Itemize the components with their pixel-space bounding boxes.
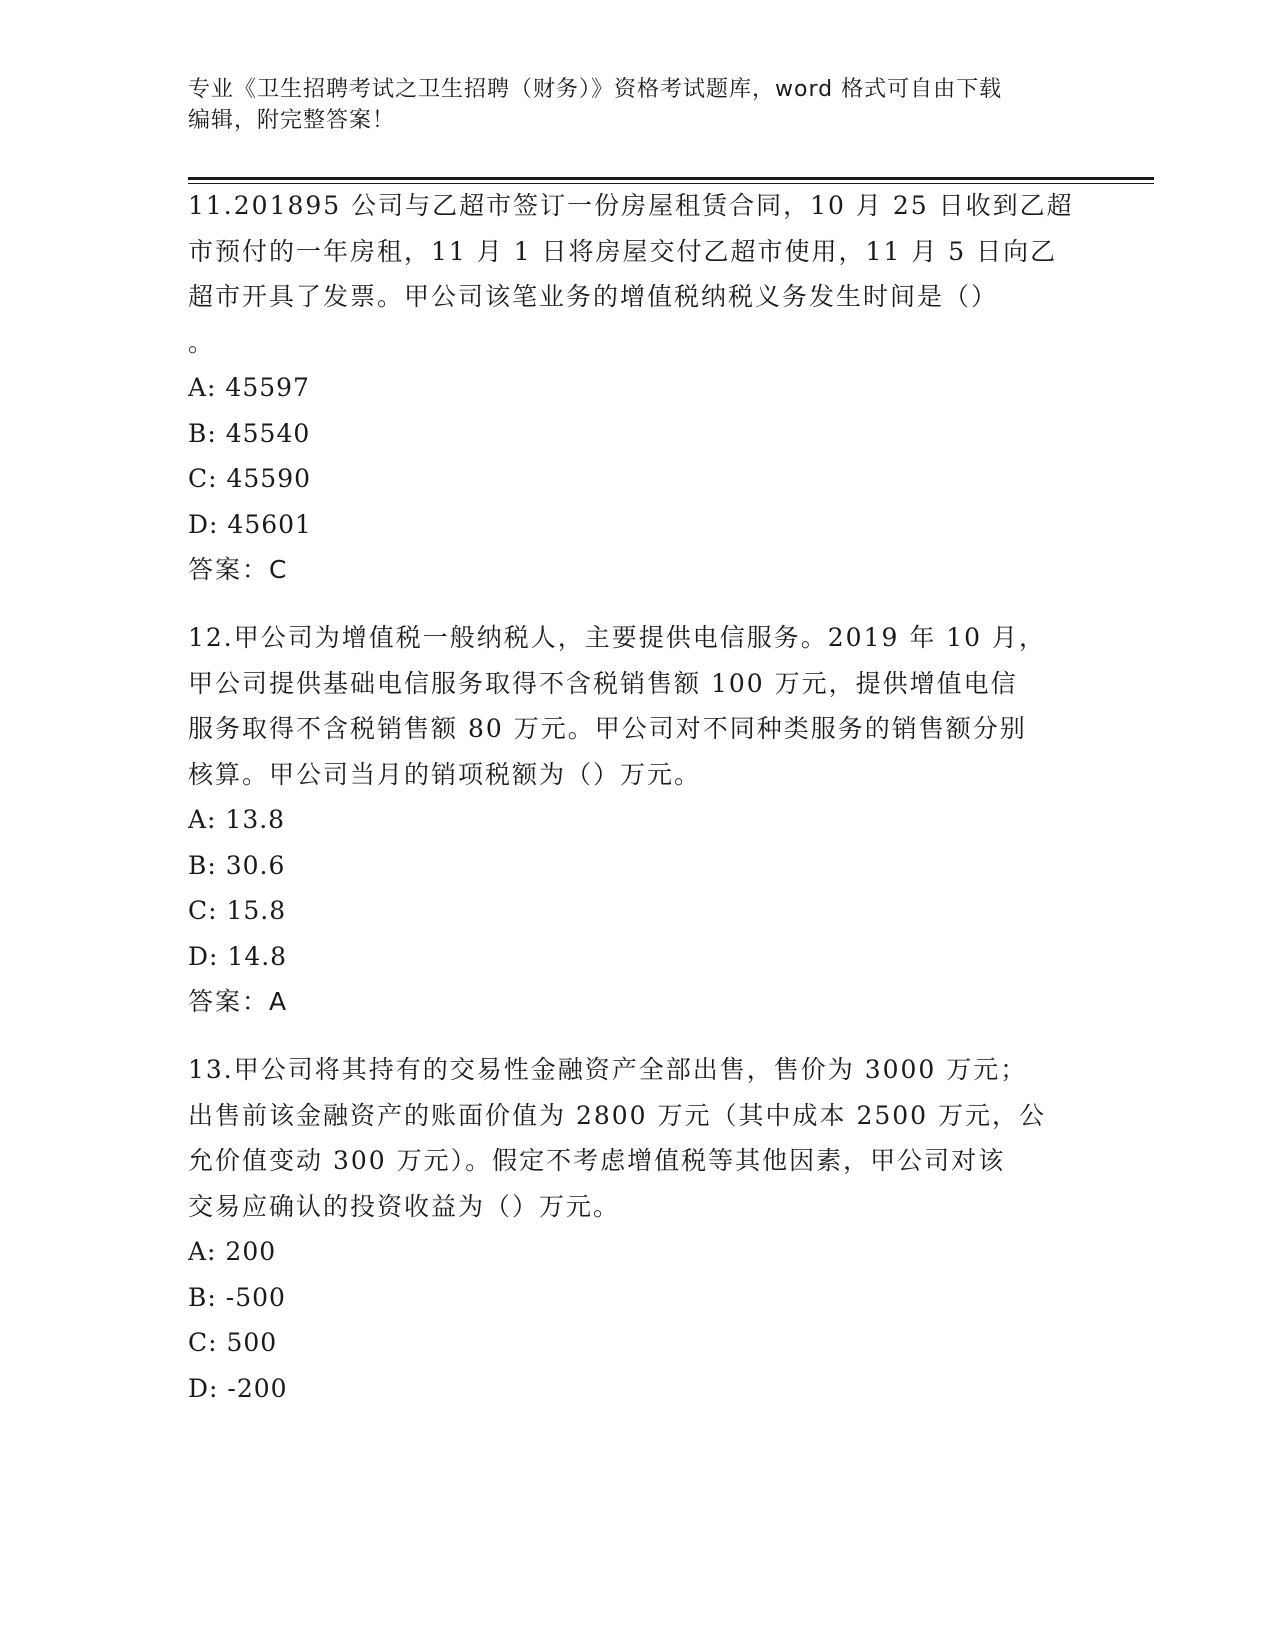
question-text-line: 甲公司提供基础电信服务取得不含税销售额 100 万元，提供增值电信 <box>188 668 1018 698</box>
question-text-line: 服务取得不含税销售额 80 万元。甲公司对不同种类服务的销售额分别 <box>188 714 1027 743</box>
header-rule-thick <box>188 177 1154 180</box>
option-a: A: 200 <box>188 1237 277 1266</box>
question-13 <box>188 1047 1088 1411</box>
question-text-line: 。 <box>188 327 216 357</box>
question-text-line: 超市开具了发票。甲公司该笔业务的增值税纳税义务发生时间是（） <box>188 282 999 311</box>
option-d: D: 14.8 <box>188 941 288 971</box>
question-text-line: 允价值变动 300 万元）。假定不考虑增值税等其他因素，甲公司对该 <box>188 1146 1006 1175</box>
option-b: B: 30.6 <box>188 850 286 880</box>
question-text-line: 13.甲公司将其持有的交易性金融资产全部出售，售价为 3000 万元； <box>188 1055 1028 1084</box>
question-text-line: 核算。甲公司当月的销项税额为（）万元。 <box>188 759 702 789</box>
question-11 <box>188 183 1088 593</box>
option-b: B: -500 <box>188 1282 286 1312</box>
question-text-line: 11.201895 公司与乙超市签订一份房屋租赁合同，10 月 25 日收到乙超 <box>188 191 1074 220</box>
header-line-2: 编辑，附完整答案！ <box>188 108 396 133</box>
question-text-line: 12.甲公司为增值税一般纳税人，主要提供电信服务。2019 年 10 月， <box>188 623 1047 652</box>
question-text-line: 市预付的一年房租，11 月 1 日将房屋交付乙超市使用，11 月 5 日向乙 <box>188 236 1058 266</box>
question-text-line: 交易应确认的投资收益为（）万元。 <box>188 1191 621 1221</box>
option-a: A: 45597 <box>188 373 310 402</box>
option-c: C: 15.8 <box>188 896 287 925</box>
option-c: C: 45590 <box>188 464 312 493</box>
header-line-1: 专业《卫生招聘考试之卫生招聘（财务）》资格考试题库，word 格式可自由下载 <box>188 77 1003 102</box>
option-c: C: 500 <box>188 1328 278 1357</box>
question-12 <box>188 615 1088 1025</box>
answer-line: 答案：A <box>188 987 289 1016</box>
option-d: D: -200 <box>188 1373 288 1403</box>
option-b: B: 45540 <box>188 418 311 448</box>
document-header <box>188 74 1068 136</box>
option-d: D: 45601 <box>188 509 312 539</box>
option-a: A: 13.8 <box>188 805 286 834</box>
answer-line: 答案：C <box>188 555 289 584</box>
question-text-line: 出售前该金融资产的账面价值为 2800 万元（其中成本 2500 万元，公 <box>188 1100 1047 1130</box>
